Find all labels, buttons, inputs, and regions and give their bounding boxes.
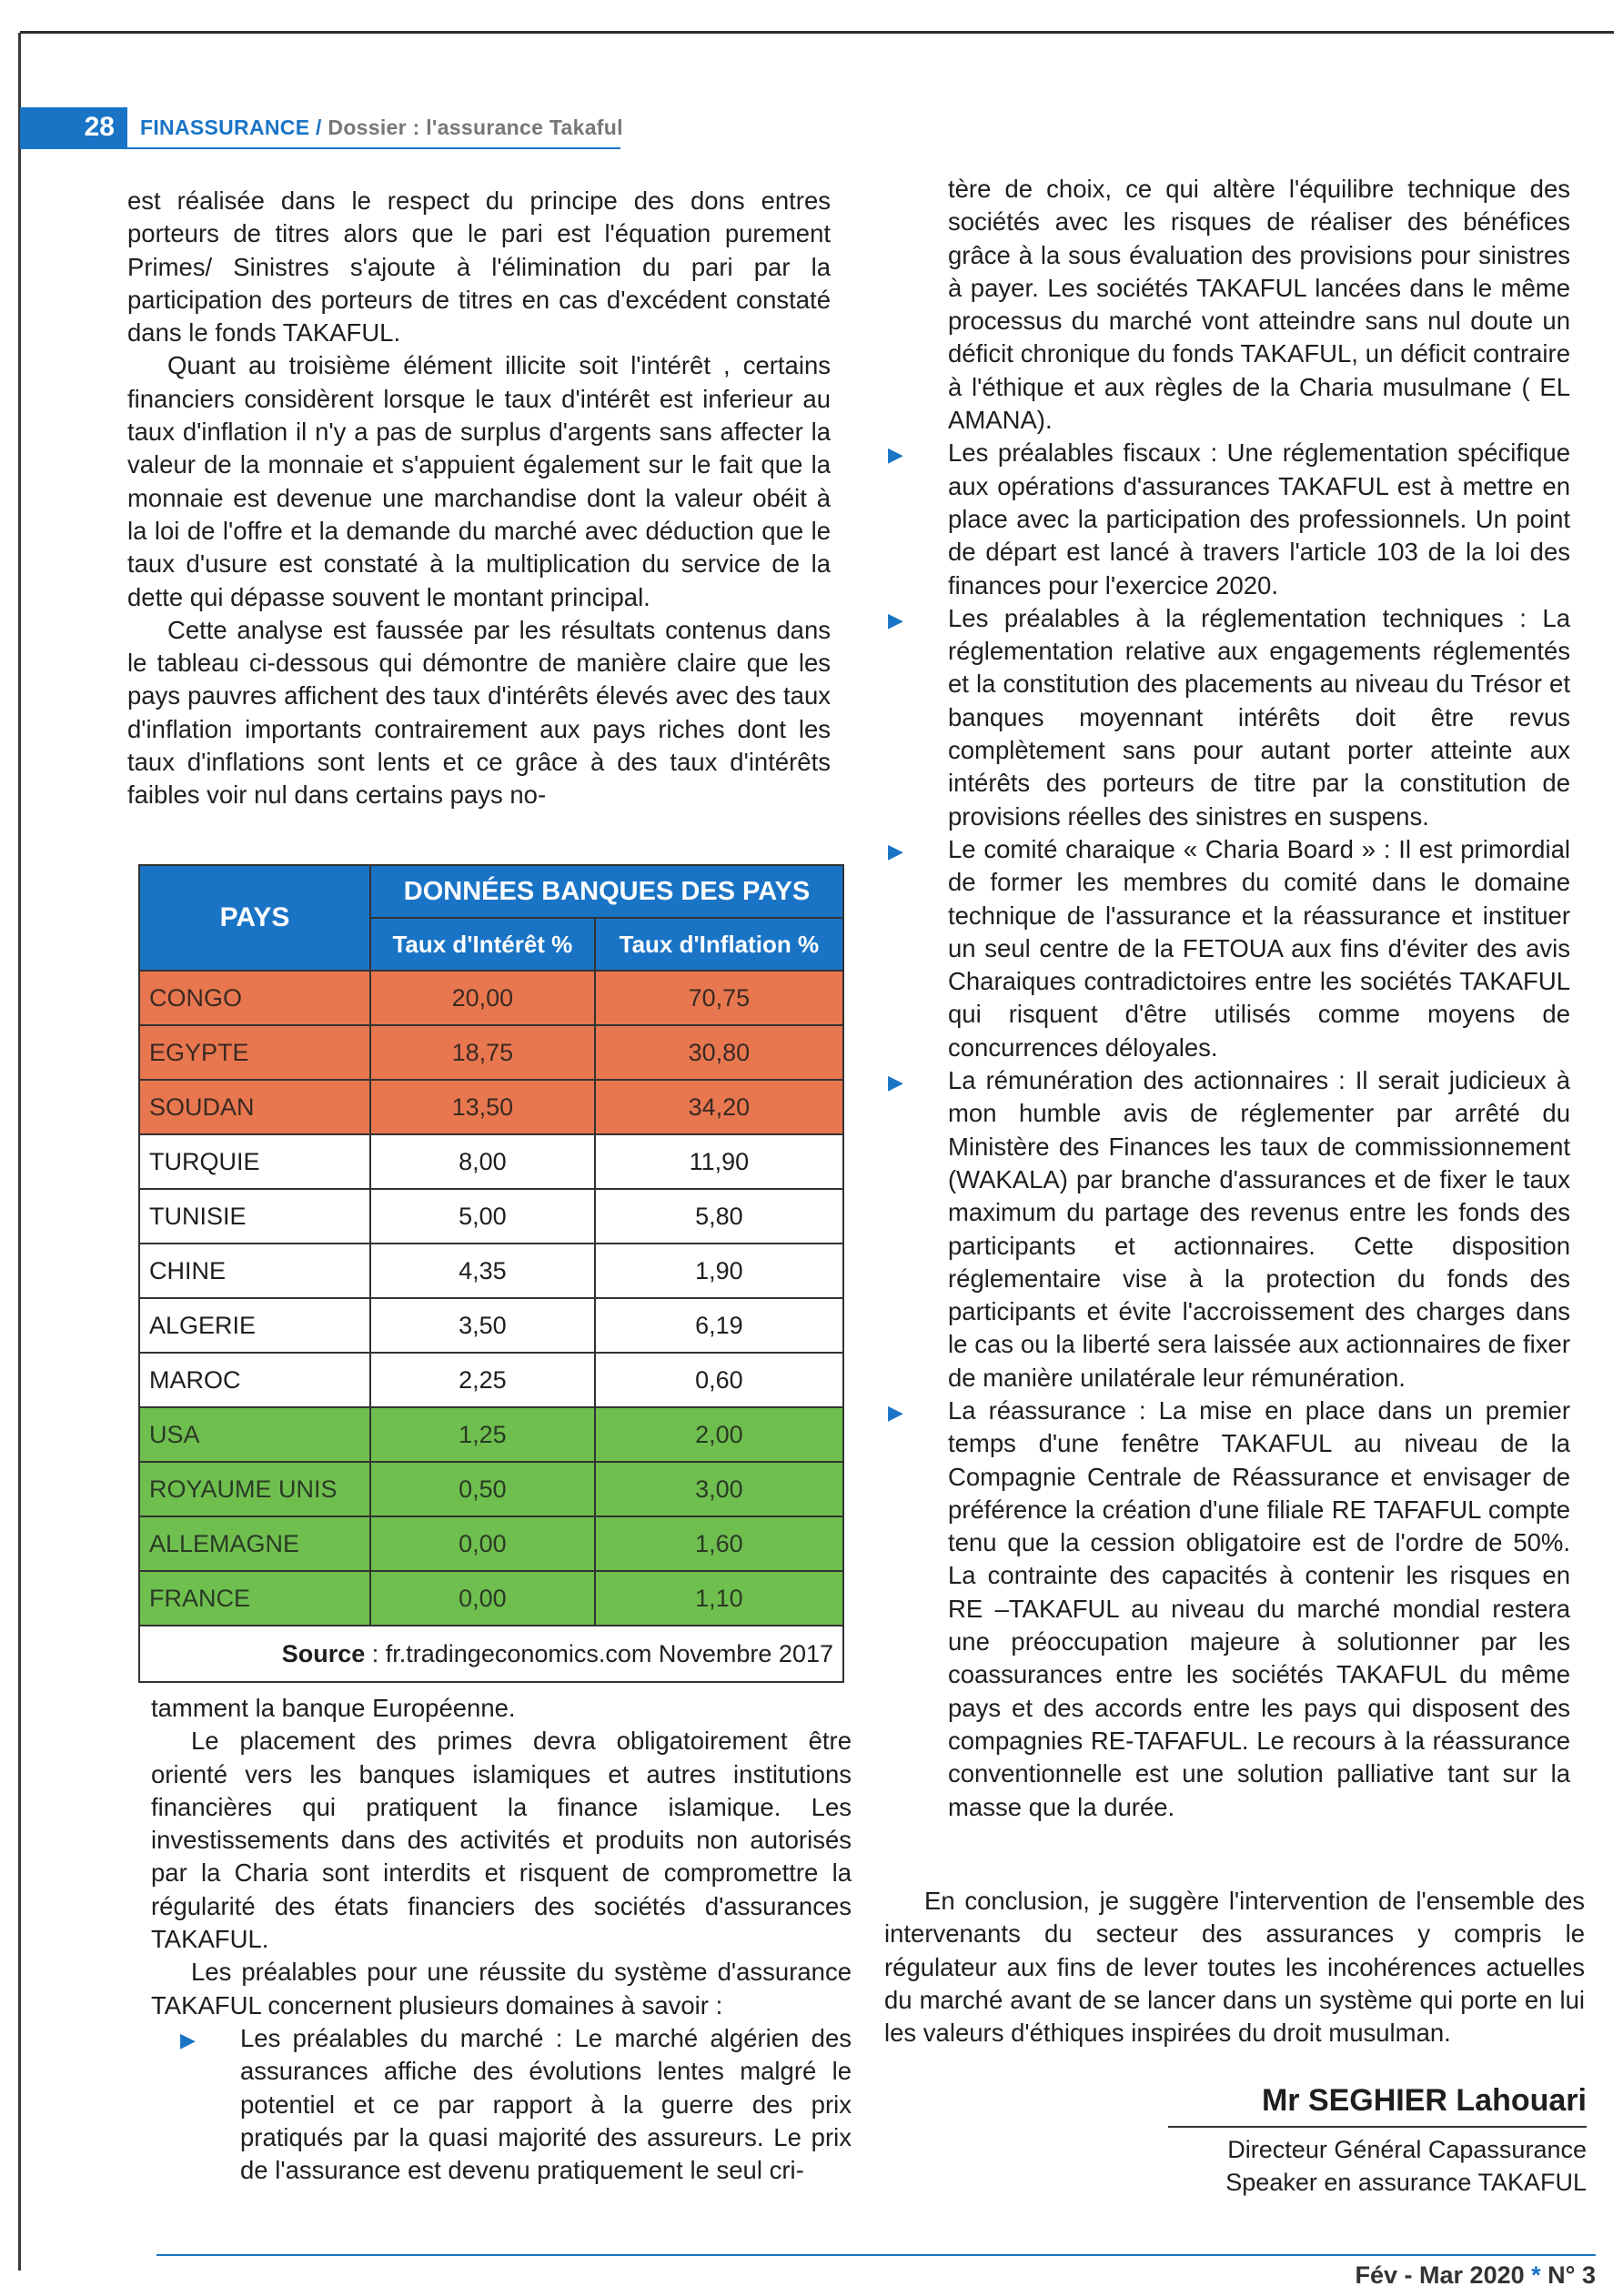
bullet-arrow-icon: ▶ [888,1071,903,1094]
bullet-text: Le comité charaique « Charia Board » : Il est primordial de former les membres du comité dans le domaine technique de l'assurance et la réassurance et instituer un seul centre de la FETOUA aux fins d'éviter des avis Charaiques contradictoires entre les sociétés TAKAFUL qui risquent d'être utilisés comme moyens de concurrences déloyales. [948,834,1570,1062]
cell-country: ALLEMAGNE [139,1516,370,1571]
cell-interet: 8,00 [370,1134,595,1189]
table-row [139,1080,843,1134]
cell-interet: 0,50 [370,1462,595,1516]
conclusion-text: En conclusion, je suggère l'intervention de l'ensemble des intervenants du secteur des assurances y compris le régulateur aux fins de lever toutes les incohérences actuelles du marché avant de se lancer dans un système qui porte en lui les valeurs d'éthiques inspirées du droit musulman. [884,1887,1585,2048]
paragraph: est réalisée dans le respect du principe des dons entres porteurs de titres alors que le pari est l'équation purement Primes/ Sinistres s'ajoute à l'élimination du pari par la participation des porteurs de titres en cas d'excédent constaté dans le fonds TAKAFUL. [127,186,831,347]
cell-interet: 1,25 [370,1407,595,1462]
cell-country: ALGERIE [139,1298,370,1353]
signature-rule [1168,2126,1587,2128]
page-footer [1356,2261,1596,2290]
title-separator: / [309,115,328,139]
col-header-pays: PAYS [139,865,370,971]
cell-inflation: 30,80 [595,1025,843,1080]
star-icon: * [1531,2261,1541,2289]
table-row [139,1353,843,1407]
cell-inflation: 6,19 [595,1298,843,1353]
table-row [139,1571,843,1626]
bullet-item [180,2022,852,2187]
cell-interet: 2,25 [370,1353,595,1407]
page-header [20,107,623,147]
cell-country: TUNISIE [139,1189,370,1244]
source-text: : fr.tradingeconomics.com Novembre 2017 [365,1639,833,1667]
bullet-arrow-icon: ▶ [888,443,903,467]
bullet-item [888,1395,1570,1824]
bullet-text: La réassurance : La mise en place dans un premier temps d'une fenêtre TAKAFUL au niveau de la Compagnie Centrale de Réassurance et envisager de préférence la création d'une filiale RE TAFAFUL compte tenu que la cession obligatoire est de l'ordre de 50%. La contrainte des capacités à contenir les risques en RE –TAKAFUL au niveau du marché mondial restera une préoccupation majeure à solutionner par les coassurances entre les sociétés TAKAFUL du même pays et des accords entre les pays qui disposent des compagnies RE-TAFAFUL. Le recours à la réassurance conventionnelle est une solution palliative tant sur la masse que la durée. [948,1395,1570,1821]
cell-inflation: 5,80 [595,1189,843,1244]
col-group-header: DONNÉES BANQUES DES PAYS [370,865,843,918]
cell-country: FRANCE [139,1571,370,1626]
right-column [888,173,1570,1824]
cell-country: EGYPTE [139,1025,370,1080]
running-title [140,116,623,140]
table-source [139,1626,843,1682]
paragraph: Le placement des primes devra obligatoirement être orienté vers les banques islamiques et autres institutions financières qui pratiquent la finance islamique. Les investissements dans des activités et produits non autorisés par la Charia sont interdits et risquent de compromettre la régularité des états financiers des sociétés d'assurances TAKAFUL. [151,1727,852,1954]
table-source-row [139,1626,843,1682]
left-column-bottom [151,1692,852,2187]
cell-interet: 13,50 [370,1080,595,1134]
conclusion [884,1885,1585,2049]
table-row [139,971,843,1025]
cell-inflation: 34,20 [595,1080,843,1134]
footer-rule [156,2254,1596,2256]
table-row [139,1189,843,1244]
cell-interet: 0,00 [370,1516,595,1571]
page-number: 28 [20,107,127,147]
paragraph: Quant au troisième élément illicite soit l'intérêt , certains financiers considèrent lorsque le taux d'intérêt est inferieur au taux d'inflation il n'y a pas de surplus d'argents sans affecter la valeur de la monnaie et s'appuient également sur le fait que la monnaie est devenue une marchandise dont la valeur obéit à la loi de l'offre et la demande du marché avec déduction que le taux d'usure est constaté à la multiplication du service de la dette qui dépasse souvent le montant principal. [127,351,831,611]
cell-country: CONGO [139,971,370,1025]
cell-interet: 3,50 [370,1298,595,1353]
paragraph: tère de choix, ce qui altère l'équilibre technique des sociétés avec les risques de réaliser des bénéfices grâce à la sous évaluation des provisions pour sinistres à payer. Les sociétés TAKAFUL lancées dans le même processus du marché vont atteindre sans nul doute un déficit chronique du fonds TAKAFUL, un déficit contraire à l'éthique et aux règles de la Charia musulmane ( EL AMANA). [948,175,1570,435]
cell-interet: 18,75 [370,1025,595,1080]
cell-interet: 20,00 [370,971,595,1025]
col-header-interet: Taux d'Intérêt % [370,918,595,971]
bullet-list [180,2022,852,2187]
cell-country: USA [139,1407,370,1462]
cell-interet: 4,35 [370,1244,595,1298]
author-role: Speaker en assurance TAKAFUL [1225,2169,1587,2196]
cell-inflation: 1,90 [595,1244,843,1298]
cell-inflation: 2,00 [595,1407,843,1462]
table-row [139,1298,843,1353]
cell-country: ROYAUME UNIS [139,1462,370,1516]
issue-date: Fév - Mar 2020 [1355,2261,1525,2289]
table-row [139,1407,843,1462]
bullet-text: Les préalables à la réglementation techniques : La réglementation relative aux engagements réglementés et la constitution des placements au niveau du Trésor et banques moyennant intérêts doit être revus complètement sans pour autant porter atteinte aux intérêts des porteurs de titre par la constitution de provisions réelles des sinistres en suspens. [948,603,1570,831]
bullet-item [888,437,1570,601]
cell-country: MAROC [139,1353,370,1407]
bullet-arrow-icon: ▶ [888,1400,903,1424]
cell-inflation: 1,10 [595,1571,843,1626]
magazine-name: FINASSURANCE [140,115,310,139]
table-row [139,1516,843,1571]
author-name: Mr SEGHIER Lahouari [1261,2083,1587,2118]
cell-country: SOUDAN [139,1080,370,1134]
cell-interet: 5,00 [370,1189,595,1244]
paragraph: Cette analyse est faussée par les résultats contenus dans le tableau ci-dessous qui démontre de manière claire que les pays pauvres affichent des taux d'intérêts élevés avec des taux d'inflation importants contrairement aux pays riches dont les taux d'inflations sont lents et ce grâce à des taux d'intérêts faibles voir nul dans certains pays no- [127,615,831,810]
cell-country: CHINE [139,1244,370,1298]
cell-inflation: 11,90 [595,1134,843,1189]
bullet-item [888,602,1570,833]
table-row [139,1244,843,1298]
bullet-arrow-icon: ▶ [888,608,903,631]
author-role: Directeur Général Capassurance [1227,2136,1587,2163]
country-rates-table [138,864,844,1683]
cell-inflation: 0,60 [595,1353,843,1407]
paragraph: tamment la banque Européenne. [151,1694,516,1722]
bullet-item [888,1064,1570,1395]
top-rule [20,31,1614,34]
section-name: Dossier : l'assurance Takaful [328,115,623,139]
cell-inflation: 1,60 [595,1516,843,1571]
table-row [139,1462,843,1516]
table-row [139,1025,843,1080]
author-signature [1168,2083,1587,2199]
left-margin-rule [18,33,21,2271]
cell-inflation: 3,00 [595,1462,843,1516]
cell-inflation: 70,75 [595,971,843,1025]
header-underline [20,147,620,149]
table-row [139,1134,843,1189]
left-column-top [127,185,831,812]
cell-country: TURQUIE [139,1134,370,1189]
bullet-text: Les préalables du marché : Le marché algérien des assurances affiche des évolutions lentes malgré le potentiel et ce par rapport à la guerre des prix pratiqués par la quasi majorité des assureurs. Le prix de l'assurance est devenu pratiquement le seul cri- [240,2023,852,2185]
bullet-text: La rémunération des actionnaires : Il serait judicieux à mon humble avis de réglementer par arrêté du Ministère des Finances les taux de commissionnement (WAKALA) par branche d'assurances et de fixer le taux maximum du partage des revenus entre les fonds des participants et actionnaires. Cette disposition réglementaire vise à la protection du fonds des participants et évite l'accroissement des charges dans le cas ou la liberté sera laissée aux actionnaires de fixer de manière unilatérale leur rémunération. [948,1066,1570,1392]
paragraph: Les préalables pour une réussite du système d'assurance TAKAFUL concernent plusieurs domaines à savoir : [151,1958,852,2019]
bullet-text: Les préalables fiscaux : Une réglementation spécifique aux opérations d'assurances TAKAFUL est à mettre en place avec la participation des professionnels. Un point de départ est lancé à travers l'article 103 de la loi des finances pour l'exercice 2020. [948,438,1570,599]
bullet-arrow-icon: ▶ [180,2028,196,2051]
bullet-arrow-icon: ▶ [888,839,903,862]
cell-interet: 0,00 [370,1571,595,1626]
source-label: Source [281,1639,366,1667]
col-header-inflation: Taux d'Inflation % [595,918,843,971]
bullet-item [888,833,1570,1064]
issue-number: N° 3 [1547,2261,1596,2289]
bullet-list [888,437,1570,1823]
